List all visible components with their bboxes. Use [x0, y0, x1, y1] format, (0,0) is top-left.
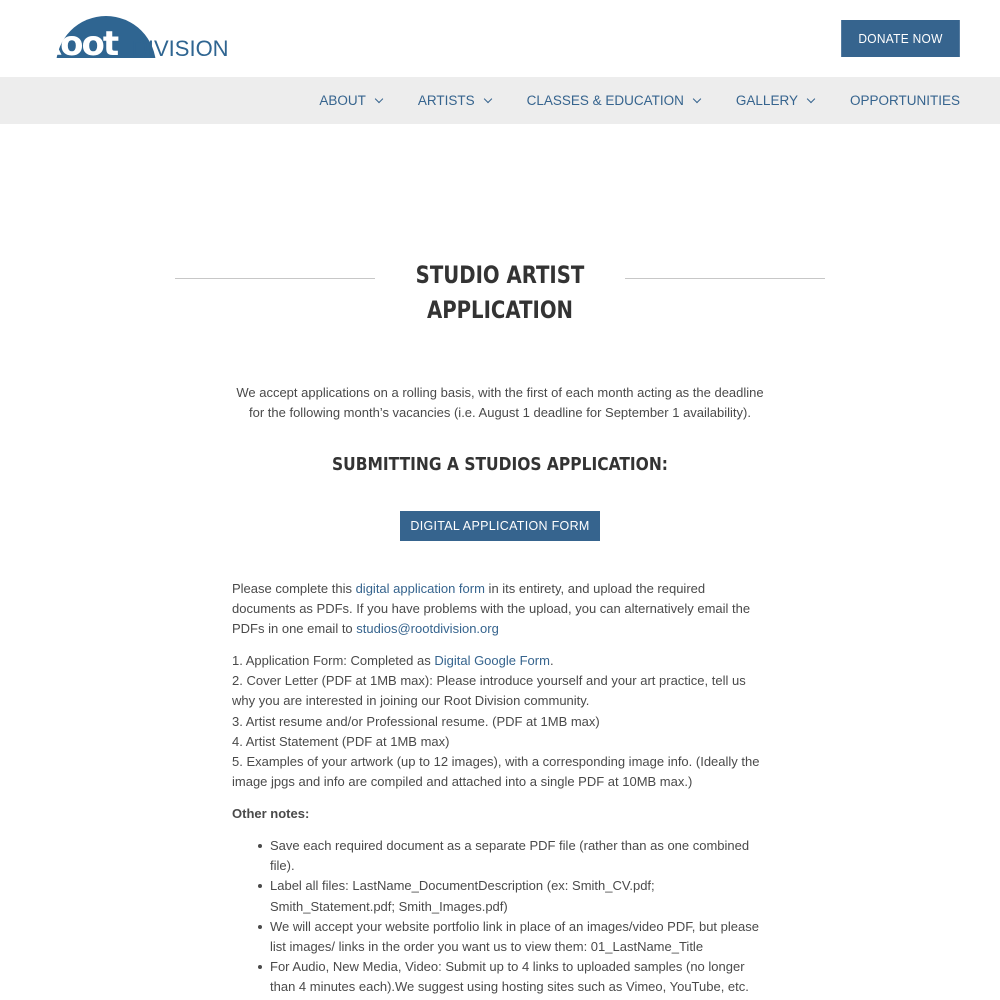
nav-item-label: ABOUT	[319, 93, 366, 108]
instructions-paragraph	[232, 579, 768, 640]
nav-item-label: ARTISTS	[417, 93, 475, 108]
note-item: We will accept your website portfolio link in place of an images/video PDF, but please list images/ links in the order you want us to view them: 01_LastName_Title	[270, 917, 770, 957]
requirement-text: .	[549, 653, 554, 668]
nav-item-label: CLASSES & EDUCATION	[526, 93, 684, 108]
note-item: Label all files: LastName_DocumentDescription (ex: Smith_CV.pdf; Smith_Statement.pdf; Smith_Images.pdf)	[270, 876, 770, 916]
studios-email-link[interactable]: studios@rootdivision.org	[356, 621, 499, 637]
other-notes-heading: Other notes:	[232, 806, 310, 821]
note-item: For Audio, New Media, Video: Submit up to 4 links to uploaded samples (no longer than 4 minutes each).We suggest using hosting sites such as Vimeo, YouTube, etc.	[270, 957, 770, 997]
nav-item-gallery[interactable]	[736, 93, 814, 108]
main-nav	[319, 77, 960, 124]
page-title	[398, 258, 603, 328]
requirement-item	[232, 651, 768, 671]
digital-google-form-link[interactable]: Digital Google Form	[434, 653, 550, 668]
digital-application-form-link[interactable]: digital application form	[355, 581, 485, 596]
requirement-text: 1. Application Form: Completed as	[232, 653, 435, 668]
nav-item-opportunities[interactable]	[850, 93, 960, 108]
logo-text-root: Root	[36, 24, 118, 58]
requirement-item: 2. Cover Letter (PDF at 1MB max): Please introduce yourself and your art practice, tell us why you are interested in joining our Root Division community.	[232, 673, 746, 709]
requirement-item: 3. Artist resume and/or Professional resume. (PDF at 1MB max)	[232, 713, 600, 729]
site-header	[0, 0, 1000, 77]
nav-item-label: GALLERY	[735, 93, 798, 108]
chevron-down-icon	[483, 95, 491, 103]
nav-item-about[interactable]	[319, 93, 382, 108]
requirement-item: 5. Examples of your artwork (up to 12 images), with a corresponding image info. (Ideally the image jpgs and info are compiled and attached into a single PDF at 10MB max.)	[232, 754, 760, 790]
nav-item-label: OPPORTUNITIES	[849, 93, 960, 108]
instructions-text: in its entirety, and upload the required documents as PDFs. If you have problems with the upload, you can alternatively email the PDFs in one email to	[232, 581, 751, 637]
note-item: Save each required document as a separate PDF file (rather than as one combined file).	[270, 836, 770, 876]
main-navigation-bar	[0, 77, 1000, 124]
nav-item-classes-education[interactable]	[527, 93, 700, 108]
logo-text-division: DIVISION	[132, 36, 229, 61]
intro-text: We accept applications on a rolling basis, with the first of each month acting as the deadline for the following month’s vacancies (i.e. August 1 deadline for September 1 availability).	[236, 385, 764, 420]
requirement-item: 4. Artist Statement (PDF at 1MB max)	[232, 733, 450, 749]
chevron-down-icon	[693, 95, 701, 103]
donate-now-button[interactable]: DONATE NOW	[841, 20, 960, 57]
instructions-text: Please complete this	[232, 581, 356, 596]
requirements-list	[232, 651, 768, 792]
page-title-line1: STUDIO ARTIST	[415, 261, 585, 289]
other-notes-list	[270, 836, 770, 998]
root-division-logo[interactable]	[36, 16, 229, 62]
section-title: SUBMITTING A STUDIOS APPLICATION:	[332, 454, 668, 475]
nav-item-artists[interactable]	[418, 93, 491, 108]
chevron-down-icon	[807, 95, 815, 103]
page-title-block	[175, 258, 825, 334]
digital-application-form-button[interactable]: DIGITAL APPLICATION FORM	[400, 511, 600, 541]
page-title-line2: APPLICATION	[426, 296, 574, 324]
chevron-down-icon	[375, 95, 383, 103]
title-divider-left	[175, 278, 375, 279]
title-divider-right	[625, 278, 825, 279]
